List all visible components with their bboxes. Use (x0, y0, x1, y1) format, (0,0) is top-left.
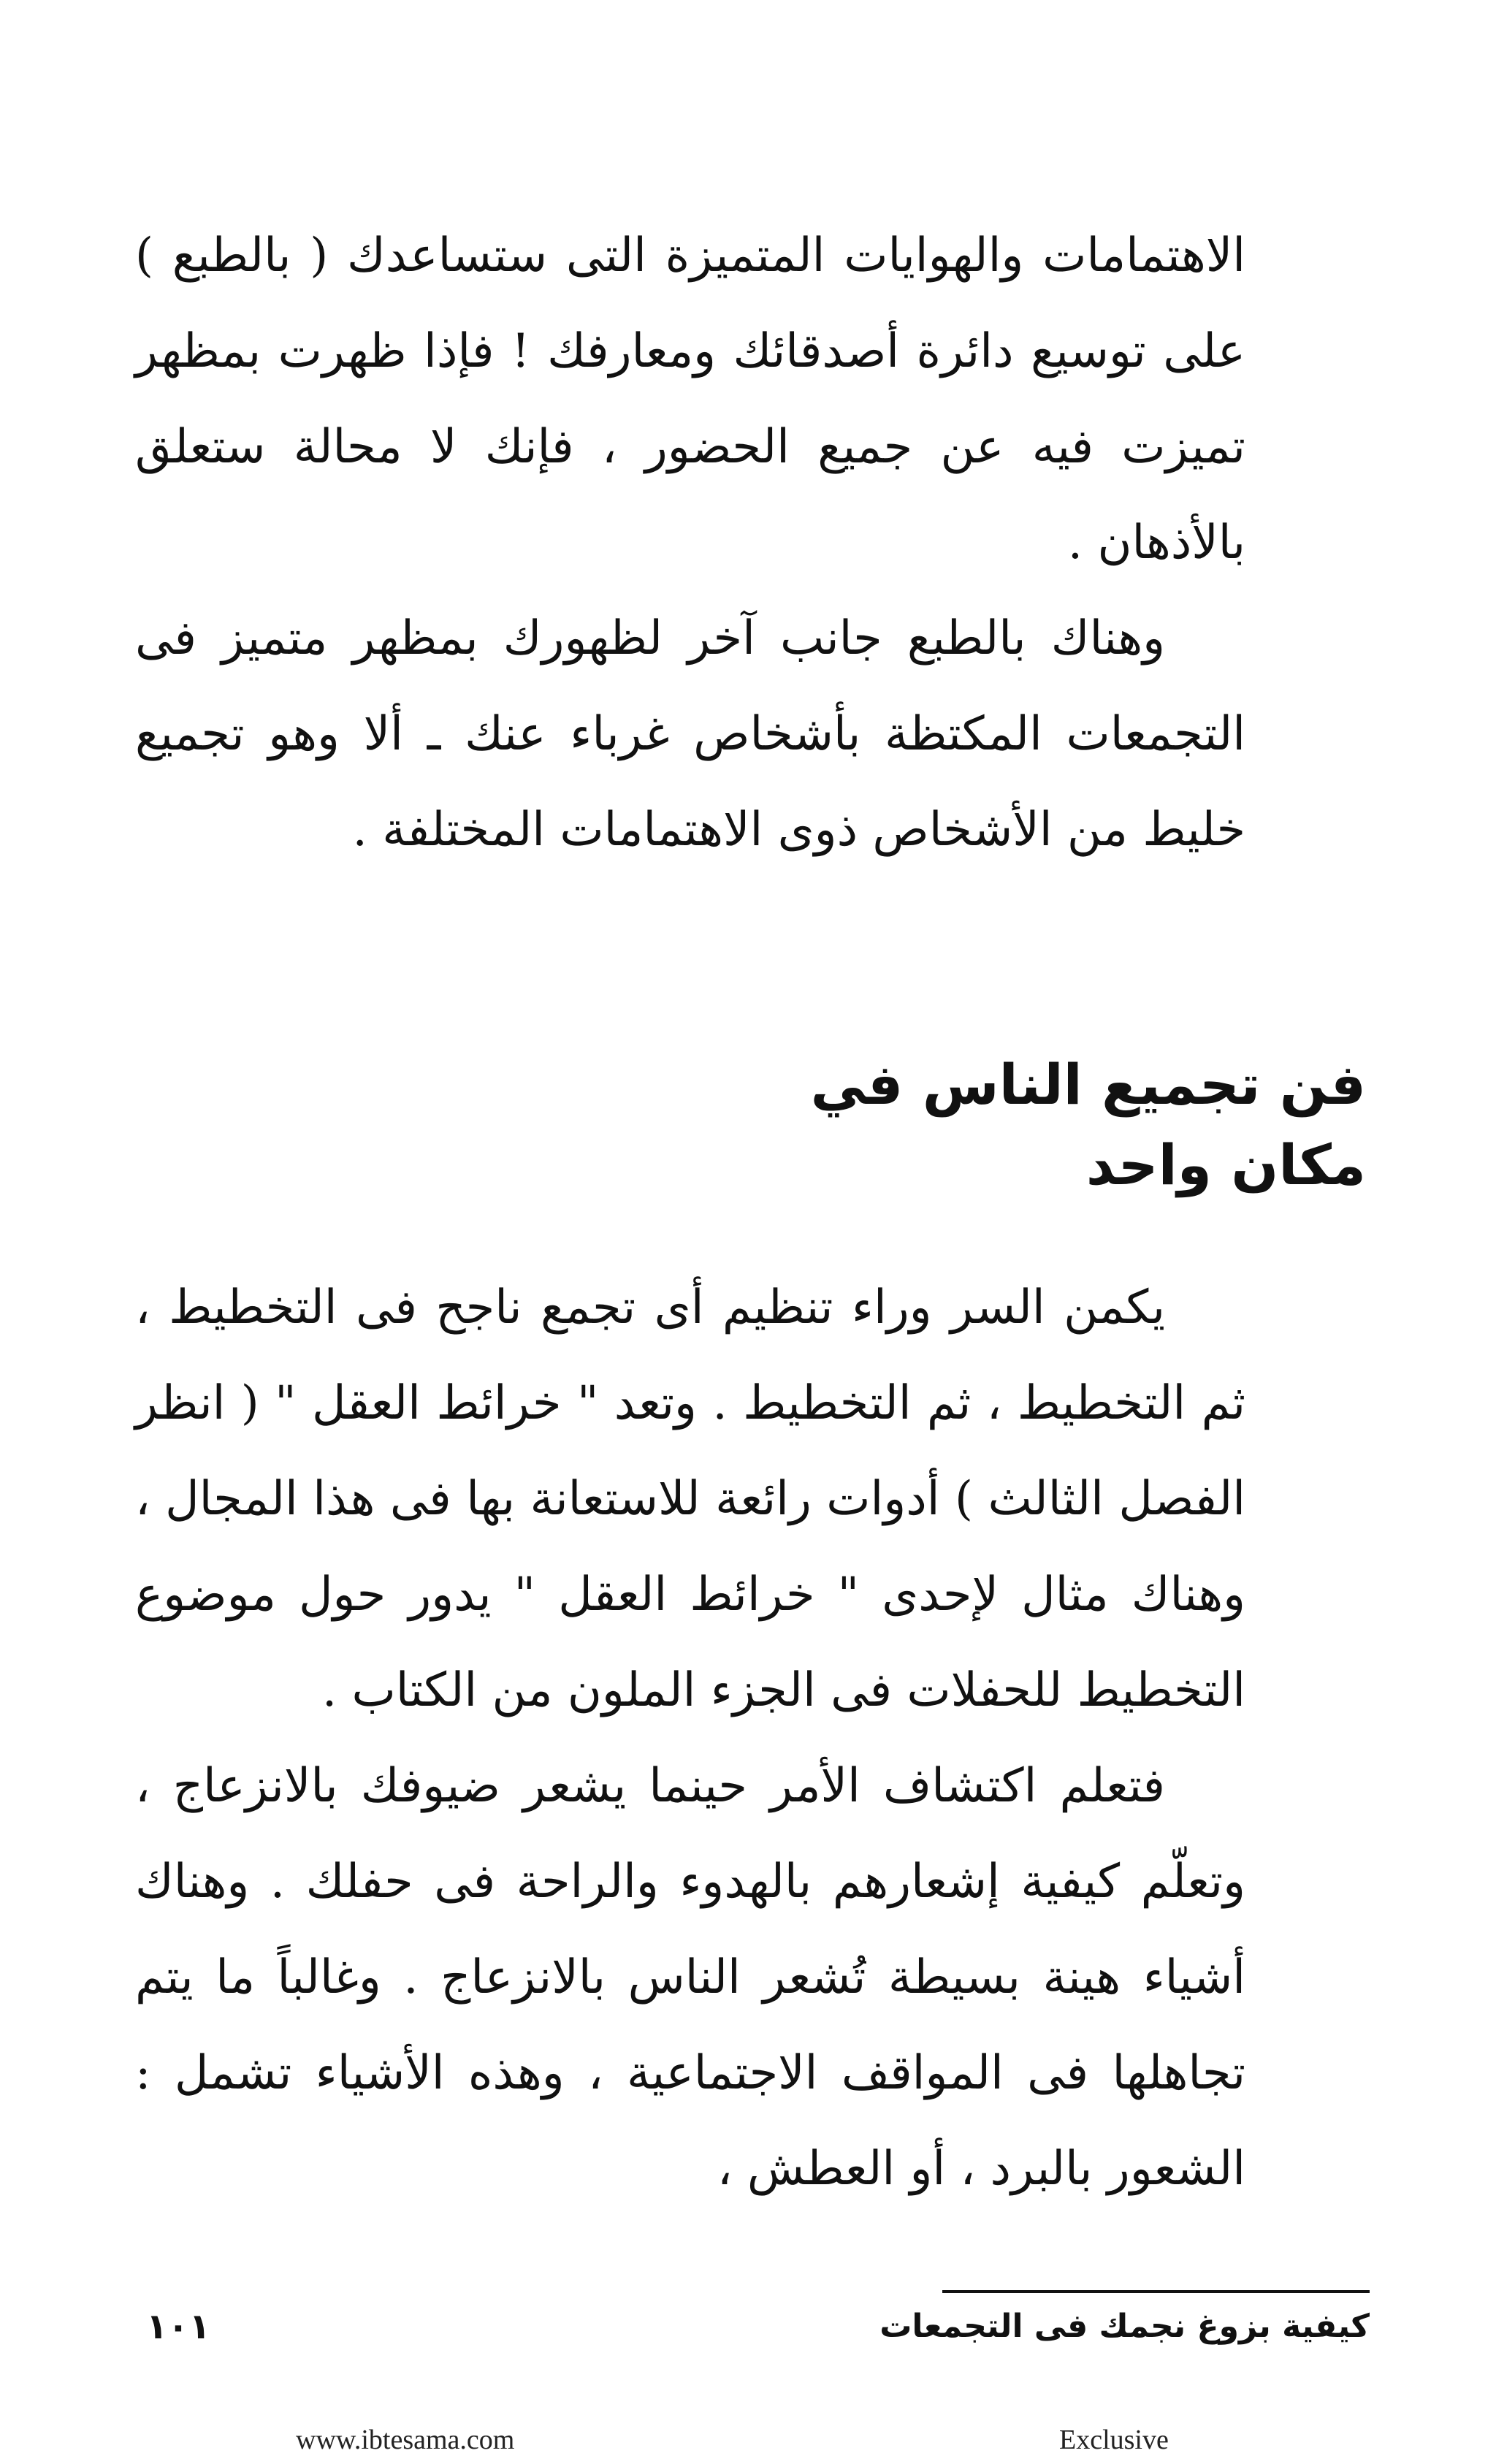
page-number: ١٠١ (146, 2306, 210, 2347)
paragraph: يكمن السر وراء تنظيم أى تجمع ناجح فى التخطيط ، ثم التخطيط ، ثم التخطيط . وتعد " خرائط العقل " ( انظر الفصل الثالث ) أدوات رائعة للاستعانة بها فى هذا المجال ، وهناك مثال لإحدى " خرائط العقل " يدور حول موضوع التخطيط للحفلات فى الجزء الملون من الكتاب . (135, 1281, 1246, 1717)
watermark-website: www.ibtesama.com (296, 2425, 515, 2455)
paragraph: الاهتمامات والهوايات المتميزة التى ستساعدك ( بالطبع ) على توسيع دائرة أصدقائك ومعارفك ! فإذا ظهرت بمظهر تميزت فيه عن جميع الحضور ، فإنك لا محالة ستعلق بالأذهان . (135, 229, 1245, 570)
paragraph: فتعلم اكتشاف الأمر حينما يشعر ضيوفك بالانزعاج ، وتعلّم كيفية إشعارهم بالهدوء والراحة فى حفلك . وهناك أشياء هينة بسيطة تُشعر الناس بالانزعاج . وغالباً ما يتم تجاهلها فى المواقف الاجتماعية ، وهذه الأشياء تشمل : الشعور بالبرد ، أو العطش ، (135, 1759, 1245, 2196)
paragraph: وهناك بالطبع جانب آخر لظهورك بمظهر متميز فى التجمعات المكتظة بأشخاص غرباء عنك ـ ألا وهو تجميع خليط من الأشخاص ذوى الاهتمامات المختلفة . (135, 611, 1245, 857)
running-footer-title: كيفية بزوغ نجمك فى التجمعات (879, 2308, 1370, 2345)
section-heading: فن تجميع الناس في مكان واحد (810, 1052, 1366, 1197)
watermark-label: Exclusive (1059, 2425, 1169, 2455)
footer-divider (942, 2290, 1370, 2293)
text-block-bottom (135, 1260, 1245, 2217)
text-block-top (135, 208, 1245, 878)
